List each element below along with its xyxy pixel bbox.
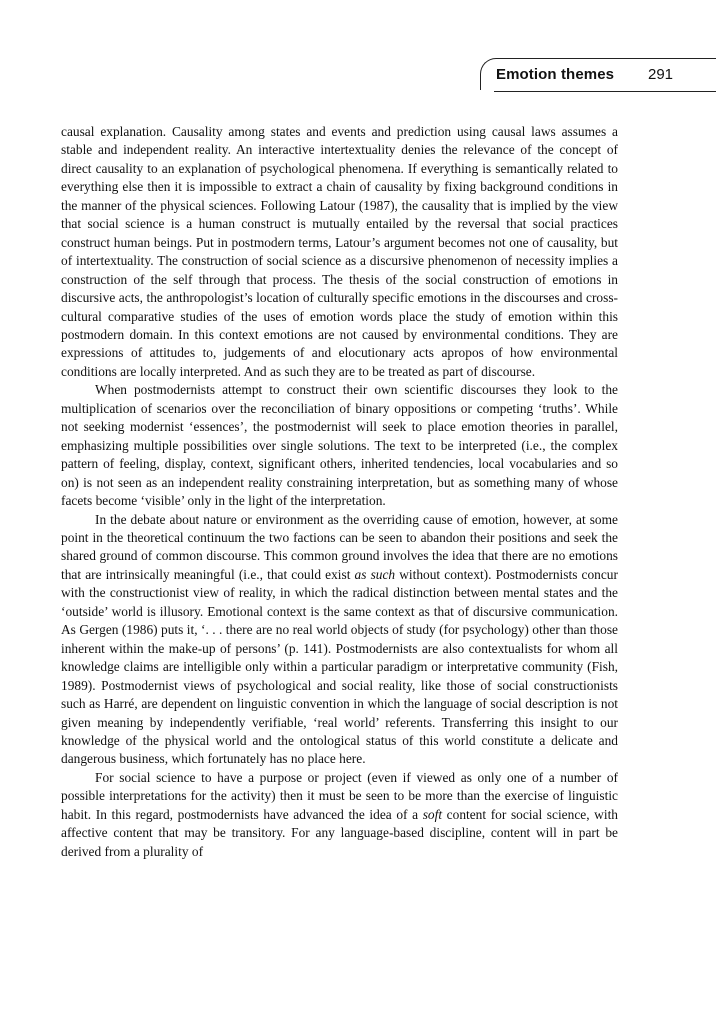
paragraph-4-text-before: For social science to have a purpose or project (even if viewed as only one of a number of possible interpretations for the activity) then it must be seen to be more than the exercise of linguistic habit. In this regard, postmodernists have advanced the idea of a [61, 769, 618, 822]
paragraph-3-text-before: In the debate about nature or environment as the overriding cause of emotion, however, at some point in the theoretical continuum the two factions can be seen to abandon their positions and seek the shared ground of common discourse. This common ground involves the idea that there are no emotions that are intrinsically meaningful (i.e., that could exist [61, 511, 618, 582]
page-number: 291 [648, 66, 674, 83]
paragraph-1: causal explanation. Causality among states and events and prediction using causal laws assumes a stable and independent reality. An interactive intertextuality denies the relevance of the concept of direct causality to an explanation of psychological phenomena. If everything is semantically related to everything else then it is impossible to extract a chain of causality by fixing background conditions in the manner of the physical sciences. Following Latour (1987), the causality that is implied by the view that social science is a human construct is mutually entailed by the reversal that social practices construct human beings. Put in postmodern terms, Latour’s argument becomes not one of causality, but of intertextuality. The construction of social science as a discursive phenomenon of necessity implies a construction of the self through that process. The thesis of the social construction of emotions in discursive acts, the anthropologist’s location of culturally specific emotions in the discourses and cross-cultural comparative studies of the uses of emotion words place the study of emotion within this postmodern domain. In this context emotions are not caused by environmental conditions. They are expressions of attitudes to, judgements of and elocutionary acts apropos of how environmental conditions are locally interpreted. And as such they are to be treated as part of discourse. [61, 124, 618, 379]
paragraph-4-text-after: content for social science, with affective content that may be transitory. For any language-based discipline, content will in part be derived from a plurality of [61, 806, 618, 859]
paragraph-3-emphasis: as such [354, 566, 396, 582]
paragraph-3 [61, 511, 618, 769]
paragraph-2: When postmodernists attempt to construct their own scientific discourses they look to the multiplication of scenarios over the reconciliation of binary oppositions or competing ‘truths’. While not seeking modernist ‘essences’, the postmodernist will seek to place emotion theories in parallel, emphasizing multiple possibilities over single solutions. The text to be interpreted (i.e., the complex pattern of feeling, display, context, significant others, inherited tendencies, local vocabularies and so on) is not seen as an independent reality constraining interpretation, but as something many of whose facets become ‘visible’ only in the light of the interpretation. [61, 382, 618, 509]
chapter-title: Emotion themes [496, 66, 615, 83]
running-head-rule [494, 91, 716, 92]
paragraph-3-text-after: without context). Postmodernists concur with the constructionist view of reality, in which the radical distinction between mental states and the ‘outside’ world is illusory. Emotional context is the same context as that of discursive communication. As Gergen (1986) puts it, ‘. . . there are no real world objects of study (for psychology) other than those inherent within the make-up of persons’ (p. 141). Postmodernists are also contextualists for whom all knowledge claims are intelligible only within a particular paradigm or interpretative community (Fish, 1989). Postmodernist views of psychological and social reality, like those of social constructionists such as Harré, are dependent on linguistic convention in which the language of social description is not given meaning by independently verifiable, ‘real world’ referents. Transferring this insight to our knowledge of the physical world and the ontological status of this world constitute a delicate and dangerous business, which fortunately has no place here. [61, 566, 618, 767]
running-head [480, 58, 716, 92]
paragraph-4 [61, 769, 618, 861]
paragraph-4-emphasis: soft [422, 806, 443, 822]
body-text [61, 123, 618, 861]
